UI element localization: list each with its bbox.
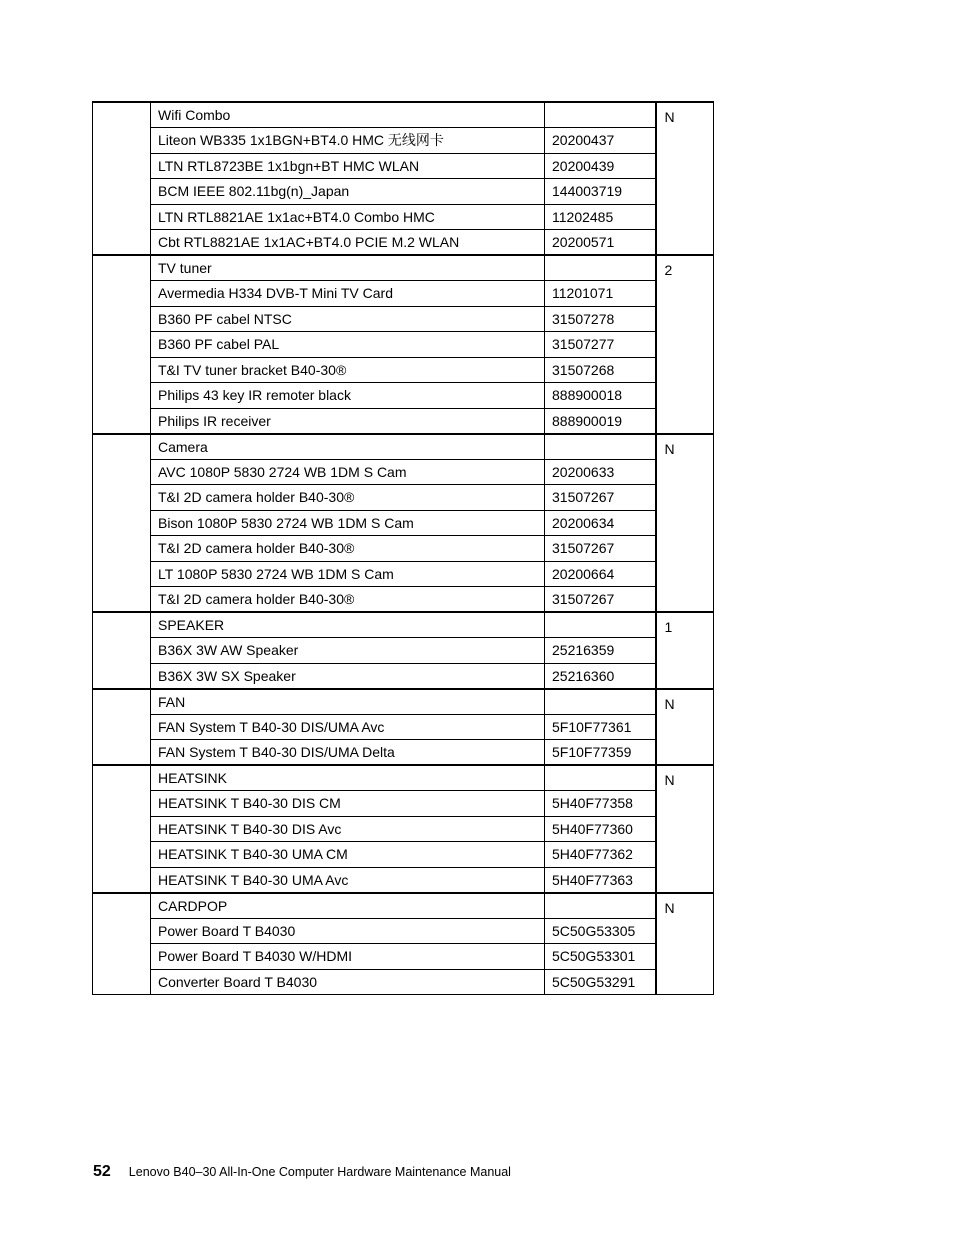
fru-number: 25216360 [545,663,656,689]
table-row [93,459,714,485]
group-header-row [93,765,714,791]
fru-number: 5C50G53291 [545,969,656,995]
part-description: Liteon WB335 1x1BGN+BT4.0 HMC 无线网卡 [151,128,545,154]
table-row [93,867,714,893]
table-row [93,816,714,842]
table-row [93,179,714,205]
part-description: Power Board T B4030 [151,918,545,944]
part-description: Converter Board T B4030 [151,969,545,995]
group-title: Wifi Combo [151,102,545,128]
table-row [93,230,714,256]
fru-number: 31507267 [545,536,656,562]
group-title: Camera [151,434,545,460]
fru-number: 888900019 [545,408,656,434]
fru-number: 20200439 [545,153,656,179]
part-description: T&I 2D camera holder B40-30® [151,485,545,511]
part-description: B360 PF cabel PAL [151,332,545,358]
group-header-row [93,102,714,128]
part-description: HEATSINK T B40-30 DIS CM [151,791,545,817]
parts-table [92,101,714,995]
table-row [93,561,714,587]
group-blank-cell [93,689,151,766]
part-description: AVC 1080P 5830 2724 WB 1DM S Cam [151,459,545,485]
fru-number: 25216359 [545,638,656,664]
document-title: Lenovo B40–30 All-In-One Computer Hardware Maintenance Manual [128,1165,511,1179]
group-fru-blank [545,255,656,281]
part-description: BCM IEEE 802.11bg(n)_Japan [151,179,545,205]
table-row [93,153,714,179]
group-blank-cell [93,255,151,434]
group-header-row [93,612,714,638]
table-row [93,383,714,409]
fru-number: 31507278 [545,306,656,332]
part-description: LTN RTL8821AE 1x1ac+BT4.0 Combo HMC [151,204,545,230]
group-header-row [93,893,714,919]
group-header-row [93,689,714,715]
group-fru-blank [545,102,656,128]
fru-number: 11201071 [545,281,656,307]
part-description: HEATSINK T B40-30 UMA Avc [151,867,545,893]
table-row [93,536,714,562]
table-row [93,969,714,995]
part-description: T&I 2D camera holder B40-30® [151,536,545,562]
fru-number: 11202485 [545,204,656,230]
group-quantity: N [656,102,714,255]
part-description: FAN System T B40-30 DIS/UMA Avc [151,714,545,740]
table-row [93,714,714,740]
fru-number: 31507268 [545,357,656,383]
fru-number: 144003719 [545,179,656,205]
group-fru-blank [545,434,656,460]
table-row [93,485,714,511]
table-row [93,740,714,766]
part-description: T&I 2D camera holder B40-30® [151,587,545,613]
fru-number: 5C50G53301 [545,944,656,970]
group-title: HEATSINK [151,765,545,791]
page-footer [93,1163,511,1181]
group-title: FAN [151,689,545,715]
part-description: HEATSINK T B40-30 DIS Avc [151,816,545,842]
group-blank-cell [93,765,151,893]
table-row [93,332,714,358]
fru-number: 20200633 [545,459,656,485]
group-quantity: N [656,689,714,766]
fru-number: 5F10F77361 [545,714,656,740]
table-row [93,587,714,613]
fru-number: 20200634 [545,510,656,536]
group-title: CARDPOP [151,893,545,919]
part-description: T&I TV tuner bracket B40-30® [151,357,545,383]
part-description: FAN System T B40-30 DIS/UMA Delta [151,740,545,766]
part-description: B360 PF cabel NTSC [151,306,545,332]
group-header-row [93,434,714,460]
fru-number: 20200571 [545,230,656,256]
fru-number: 5F10F77359 [545,740,656,766]
fru-number: 31507267 [545,587,656,613]
fru-number: 888900018 [545,383,656,409]
part-description: B36X 3W AW Speaker [151,638,545,664]
group-blank-cell [93,612,151,689]
table-row [93,791,714,817]
part-description: LT 1080P 5830 2724 WB 1DM S Cam [151,561,545,587]
group-title: TV tuner [151,255,545,281]
part-description: LTN RTL8723BE 1x1bgn+BT HMC WLAN [151,153,545,179]
part-description: B36X 3W SX Speaker [151,663,545,689]
part-description: Philips 43 key IR remoter black [151,383,545,409]
fru-number: 31507277 [545,332,656,358]
fru-number: 5H40F77363 [545,867,656,893]
group-fru-blank [545,765,656,791]
group-header-row [93,255,714,281]
fru-number: 5C50G53305 [545,918,656,944]
fru-number: 31507267 [545,485,656,511]
group-blank-cell [93,102,151,255]
part-description: Cbt RTL8821AE 1x1AC+BT4.0 PCIE M.2 WLAN [151,230,545,256]
group-title: SPEAKER [151,612,545,638]
group-quantity: N [656,765,714,893]
group-quantity: N [656,434,714,613]
part-description: Power Board T B4030 W/HDMI [151,944,545,970]
fru-number: 5H40F77360 [545,816,656,842]
table-row [93,128,714,154]
table-row [93,638,714,664]
group-fru-blank [545,612,656,638]
page-number: 52 [93,1163,111,1180]
fru-number: 20200664 [545,561,656,587]
table-row [93,918,714,944]
fru-number: 20200437 [545,128,656,154]
table-row [93,510,714,536]
fru-number: 5H40F77358 [545,791,656,817]
table-row [93,944,714,970]
table-row [93,663,714,689]
table-row [93,281,714,307]
group-blank-cell [93,434,151,613]
fru-number: 5H40F77362 [545,842,656,868]
group-quantity: 2 [656,255,714,434]
part-description: Bison 1080P 5830 2724 WB 1DM S Cam [151,510,545,536]
table-row [93,408,714,434]
group-fru-blank [545,893,656,919]
part-description: Avermedia H334 DVB-T Mini TV Card [151,281,545,307]
group-quantity: N [656,893,714,995]
group-fru-blank [545,689,656,715]
group-blank-cell [93,893,151,995]
part-description: Philips IR receiver [151,408,545,434]
table-row [93,842,714,868]
table-row [93,357,714,383]
part-description: HEATSINK T B40-30 UMA CM [151,842,545,868]
group-quantity: 1 [656,612,714,689]
table-row [93,204,714,230]
table-row [93,306,714,332]
